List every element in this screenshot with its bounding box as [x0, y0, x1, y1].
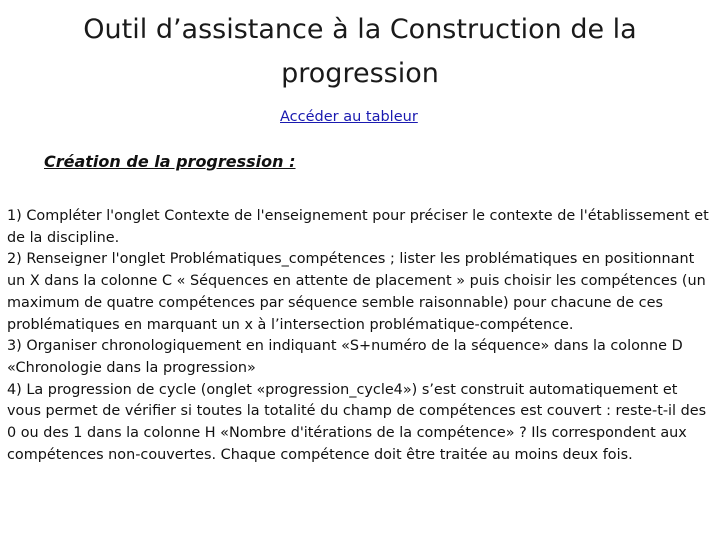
page-title: Outil d’assistance à la Construction de la progression [83, 14, 637, 89]
step-2: 2) Renseigner l'onglet Problématiques_compétences ; lister les problématiques en positionnant un X dans la colonne C « Séquences en attente de placement » puis choisir les compétences (un maximum de quatre compétences par séquence semble raisonnable) pour chacune de ces problématiques en marquant un x à l’intersection problématique-compétence. [7, 251, 706, 333]
step-4: 4) La progression de cycle (onglet «progression_cycle4») s’est construit automatiquement et vous permet de vérifier si toutes la totalité du champ de compétences est couvert : reste-t-il des 0 ou des 1 dans la colonne H «Nombre d'itérations de la compétence» ? Ils correspondent aux compétences non-couvertes. Chaque compétence doit être traitée au moins deux fois. [7, 381, 707, 463]
section-heading: Création de la progression : [44, 152, 296, 171]
step-3: 3) Organiser chronologiquement en indiquant «S+numéro de la séquence» dans la colonne D «Chronologie dans la progression» [7, 338, 683, 376]
open-spreadsheet-link[interactable]: Accéder au tableur [280, 109, 418, 125]
instructions-list [7, 206, 715, 466]
step-1: 1) Compléter l'onglet Contexte de l'enseignement pour préciser le contexte de l'établissement et de la discipline. [7, 208, 709, 246]
